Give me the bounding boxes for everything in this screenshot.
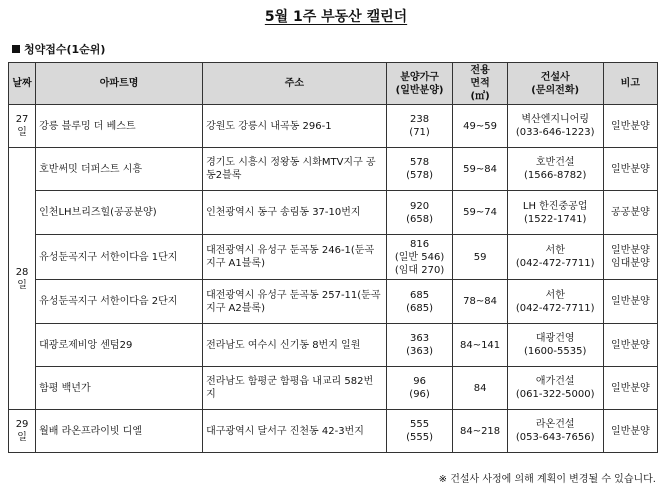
footnote: ※ 건설사 사정에 의해 계획이 변경될 수 있습니다. <box>438 474 656 485</box>
area-cell: 59 <box>453 235 507 280</box>
area-cell: 84~218 <box>453 410 507 453</box>
supply-cell: 363 (363) <box>386 324 453 367</box>
header-apartment: 아파트명 <box>36 63 203 105</box>
supply-cell: 816 (일반 546) (임대 270) <box>386 235 453 280</box>
apartment-name: 호반써밋 더퍼스트 시흥 <box>36 148 203 191</box>
address-cell: 전라남도 함평군 함평읍 내교리 582번지 <box>203 367 387 410</box>
area-cell: 84~141 <box>453 324 507 367</box>
note-cell: 일반분양 <box>603 148 657 191</box>
builder-cell: 서한 (042-472-7711) <box>507 280 603 324</box>
builder-cell: 대광건영 (1600-5535) <box>507 324 603 367</box>
address-cell: 대전광역시 유성구 둔곡동 246-1(둔곡지구 A1블록) <box>203 235 387 280</box>
builder-cell: LH 한진중공업 (1522-1741) <box>507 191 603 235</box>
table-row <box>9 367 658 410</box>
builder-cell: 호반건설 (1566-8782) <box>507 148 603 191</box>
area-cell: 49~59 <box>453 105 507 148</box>
supply-cell: 555 (555) <box>386 410 453 453</box>
address-cell: 인천광역시 동구 송림동 37-10번지 <box>203 191 387 235</box>
address-cell: 전라남도 여수시 신기동 8번지 일원 <box>203 324 387 367</box>
area-cell: 84 <box>453 367 507 410</box>
page-title: 5월 1주 부동산 캘린더 <box>264 9 408 25</box>
table-row <box>9 235 658 280</box>
address-cell: 대전광역시 유성구 둔곡동 257-11(둔곡지구 A2블록) <box>203 280 387 324</box>
date-cell: 28일 <box>9 148 36 410</box>
header-note: 비고 <box>603 63 657 105</box>
builder-cell: 라온건설 (053-643-7656) <box>507 410 603 453</box>
apartment-name: 강릉 블루밍 더 베스트 <box>36 105 203 148</box>
table-row <box>9 105 658 148</box>
header-builder: 건설사 (문의전화) <box>507 63 603 105</box>
header-supply: 분양가구 (일반분양) <box>386 63 453 105</box>
area-cell: 59~74 <box>453 191 507 235</box>
note-cell: 공공분양 <box>603 191 657 235</box>
section-title-text: 청약접수(1순위) <box>24 43 106 56</box>
header-address: 주소 <box>203 63 387 105</box>
address-cell: 대구광역시 달서구 진천동 42-3번지 <box>203 410 387 453</box>
header-row <box>9 63 658 105</box>
note-cell: 일반분양 <box>603 410 657 453</box>
apartment-name: 월배 라온프라이빗 디엘 <box>36 410 203 453</box>
table-row <box>9 191 658 235</box>
apartment-name: 대광로제비앙 센텀29 <box>36 324 203 367</box>
area-cell: 59~84 <box>453 148 507 191</box>
header-area: 전용 면적 (㎡) <box>453 63 507 105</box>
apartment-name: 함평 백년가 <box>36 367 203 410</box>
note-cell: 일반분양 <box>603 324 657 367</box>
note-cell: 일반분양 임대분양 <box>603 235 657 280</box>
supply-cell: 96 (96) <box>386 367 453 410</box>
square-bullet-icon <box>12 45 20 53</box>
header-date: 날짜 <box>9 63 36 105</box>
supply-cell: 685 (685) <box>386 280 453 324</box>
supply-cell: 578 (578) <box>386 148 453 191</box>
apartment-name: 인천LH브리즈힐(공공분양) <box>36 191 203 235</box>
table-row <box>9 148 658 191</box>
supply-cell: 920 (658) <box>386 191 453 235</box>
calendar-table <box>8 62 658 453</box>
builder-cell: 서한 (042-472-7711) <box>507 235 603 280</box>
address-cell: 강원도 강릉시 내곡동 296-1 <box>203 105 387 148</box>
date-cell: 29일 <box>9 410 36 453</box>
supply-cell: 238 (71) <box>386 105 453 148</box>
date-cell: 27일 <box>9 105 36 148</box>
table-row <box>9 324 658 367</box>
note-cell: 일반분양 <box>603 280 657 324</box>
apartment-name: 유성둔곡지구 서한이다음 2단지 <box>36 280 203 324</box>
section-title <box>12 41 105 57</box>
table-row <box>9 410 658 453</box>
note-cell: 일반분양 <box>603 367 657 410</box>
builder-cell: 벽산엔지니어링 (033-646-1223) <box>507 105 603 148</box>
apartment-name: 유성둔곡지구 서한이다음 1단지 <box>36 235 203 280</box>
builder-cell: 애가건설 (061-322-5000) <box>507 367 603 410</box>
table-row <box>9 280 658 324</box>
area-cell: 78~84 <box>453 280 507 324</box>
note-cell: 일반분양 <box>603 105 657 148</box>
address-cell: 경기도 시흥시 정왕동 시화MTV지구 공동2블록 <box>203 148 387 191</box>
